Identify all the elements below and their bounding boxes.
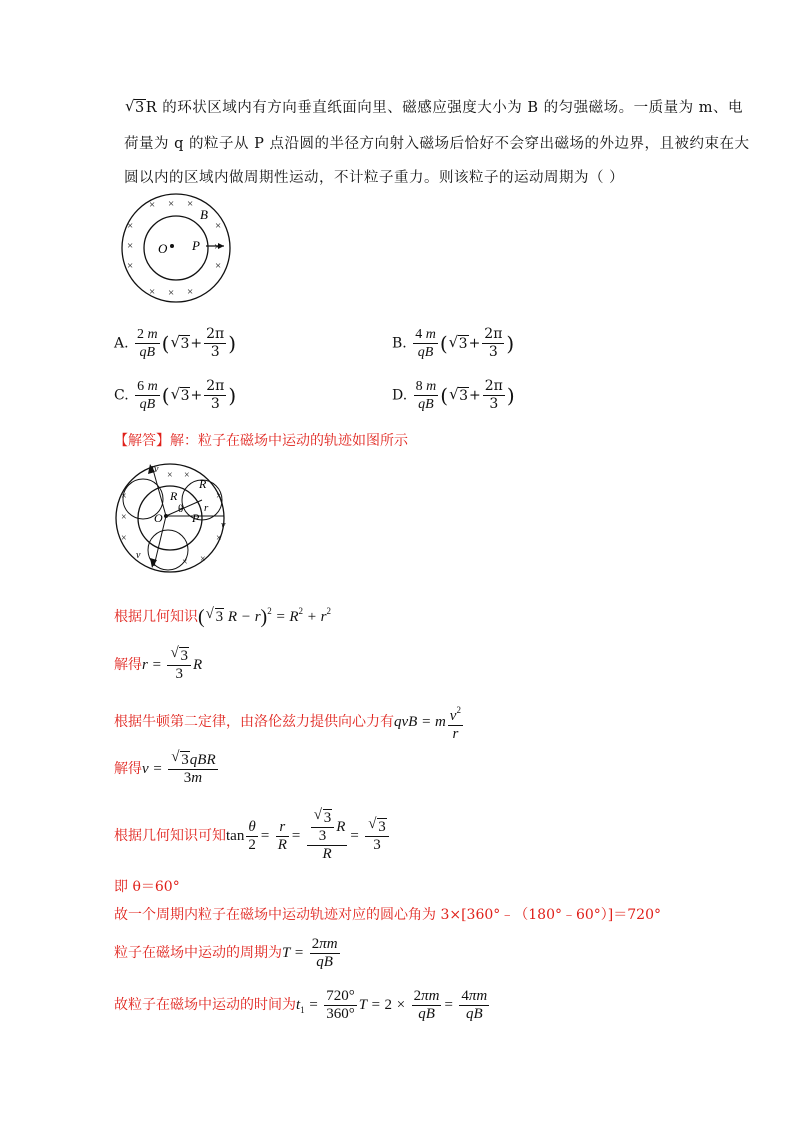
answer-heading bbox=[114, 430, 408, 450]
svg-text:×: × bbox=[215, 220, 222, 232]
step-period: 粒子在磁场中运动的周期为T = $\frac{2\pi m}{qB}$ bbox=[114, 936, 338, 970]
label-v-top: v bbox=[154, 464, 159, 475]
svg-text:×: × bbox=[200, 554, 206, 565]
label-r: r bbox=[204, 502, 209, 514]
figure-trajectory bbox=[114, 458, 234, 580]
svg-text:×: × bbox=[168, 287, 175, 299]
label-P: P bbox=[192, 238, 200, 253]
svg-text:×: × bbox=[127, 220, 134, 232]
svg-text:×: × bbox=[168, 198, 175, 210]
sqrt-3: √ 3 bbox=[125, 100, 146, 116]
option-D[interactable]: D. $\frac{8 m}{qB}$ (√ 3+ $\frac{2\pi}{3}$ ) bbox=[392, 378, 515, 413]
label-theta: θ bbox=[178, 503, 184, 515]
question-line-2: 荷量为 q 的粒子从 P 点沿圆的半径方向射入磁场后恰好不会穿出磁场的外边界，且被约束在大 bbox=[124, 136, 750, 152]
label-v-right: v bbox=[221, 520, 226, 531]
svg-text:×: × bbox=[184, 470, 190, 481]
svg-text:×: × bbox=[127, 260, 134, 272]
step-time: 故粒子在磁场中运动的时间为$t_1$ = $\frac{720^\circ}{360^\circ}$ T = 2 × $\frac{2\pi m}{qB}$ = $\frac{4\pi m}{qB}$ bbox=[114, 988, 488, 1022]
svg-text:×: × bbox=[121, 491, 127, 502]
step-newton: 根据牛顿第二定律，由洛伦兹力提供向心力有qvB = m $\frac{v^2}{r}$ bbox=[114, 702, 465, 743]
svg-text:×: × bbox=[182, 557, 188, 568]
svg-text:×: × bbox=[216, 491, 222, 502]
cross-at-P: × bbox=[214, 241, 221, 253]
step-angle: 故一个周期内粒子在磁场中运动轨迹对应的圆心角为 3×[360°﹣（180°﹣60°）]＝720° bbox=[114, 907, 661, 923]
option-C[interactable]: C. $\frac{6 m}{qB}$ (√ 3+ $\frac{2\pi}{3}$ ) bbox=[114, 378, 236, 413]
option-B[interactable]: B. $\frac{4 m}{qB}$ (√ 3+ $\frac{2\pi}{3}$ ) bbox=[392, 326, 514, 361]
svg-text:×: × bbox=[149, 286, 156, 298]
label-B: B bbox=[200, 207, 208, 222]
answer-intro: 解：粒子在磁场中运动的轨迹如图所示 bbox=[170, 433, 408, 449]
figure-magnetic-ring bbox=[120, 188, 232, 310]
step-geometry: 根据几何知识(√ 3 $R - r)^2 = R^2 + r^2$ bbox=[114, 606, 331, 629]
label-O: O bbox=[158, 241, 168, 256]
label-R: R bbox=[170, 489, 178, 503]
svg-text:×: × bbox=[167, 470, 173, 481]
svg-text:×: × bbox=[127, 240, 134, 252]
option-A[interactable]: A. $\frac{2 m}{qB}$ (√ 3+ $\frac{2\pi}{3}$ ) bbox=[114, 326, 236, 361]
svg-text:×: × bbox=[149, 199, 156, 211]
label-P: P bbox=[192, 511, 200, 525]
svg-text:×: × bbox=[121, 533, 127, 544]
svg-text:×: × bbox=[121, 512, 127, 523]
svg-text:×: × bbox=[187, 198, 194, 210]
center-dot bbox=[170, 244, 174, 248]
label-v-bottom: v bbox=[136, 550, 141, 561]
center-dot bbox=[164, 514, 168, 518]
step-theta: 即 θ＝60° bbox=[114, 879, 180, 895]
question-line-1: √ 3R 的环状区域内有方向垂直纸面向里、磁感应强度大小为 B 的匀强磁场。一质量为 m、电 bbox=[124, 96, 743, 117]
svg-text:×: × bbox=[215, 260, 222, 272]
label-O: O bbox=[154, 511, 163, 525]
question-line-3: 圆以内的区域内做周期性运动，不计粒子重力。则该粒子的运动周期为（ ） bbox=[124, 170, 625, 186]
answer-tag: 【解答】 bbox=[114, 433, 170, 449]
step-tan: 根据几何知识可知tan $\frac{\theta}{2}$ = $\frac{r}{R}$ = √ $\frac{3}{3}$ R R = √ $\frac{3}{3}$ bbox=[114, 810, 391, 863]
svg-text:×: × bbox=[187, 286, 194, 298]
step-solve-v: 解得v = √ $\frac{\text{3qBR}}{3m}$ bbox=[114, 752, 220, 787]
svg-text:×: × bbox=[216, 533, 222, 544]
step-solve-r: 解得r = √ $\frac{3}{3}$ R bbox=[114, 648, 202, 683]
label-R-small: R bbox=[199, 477, 207, 491]
